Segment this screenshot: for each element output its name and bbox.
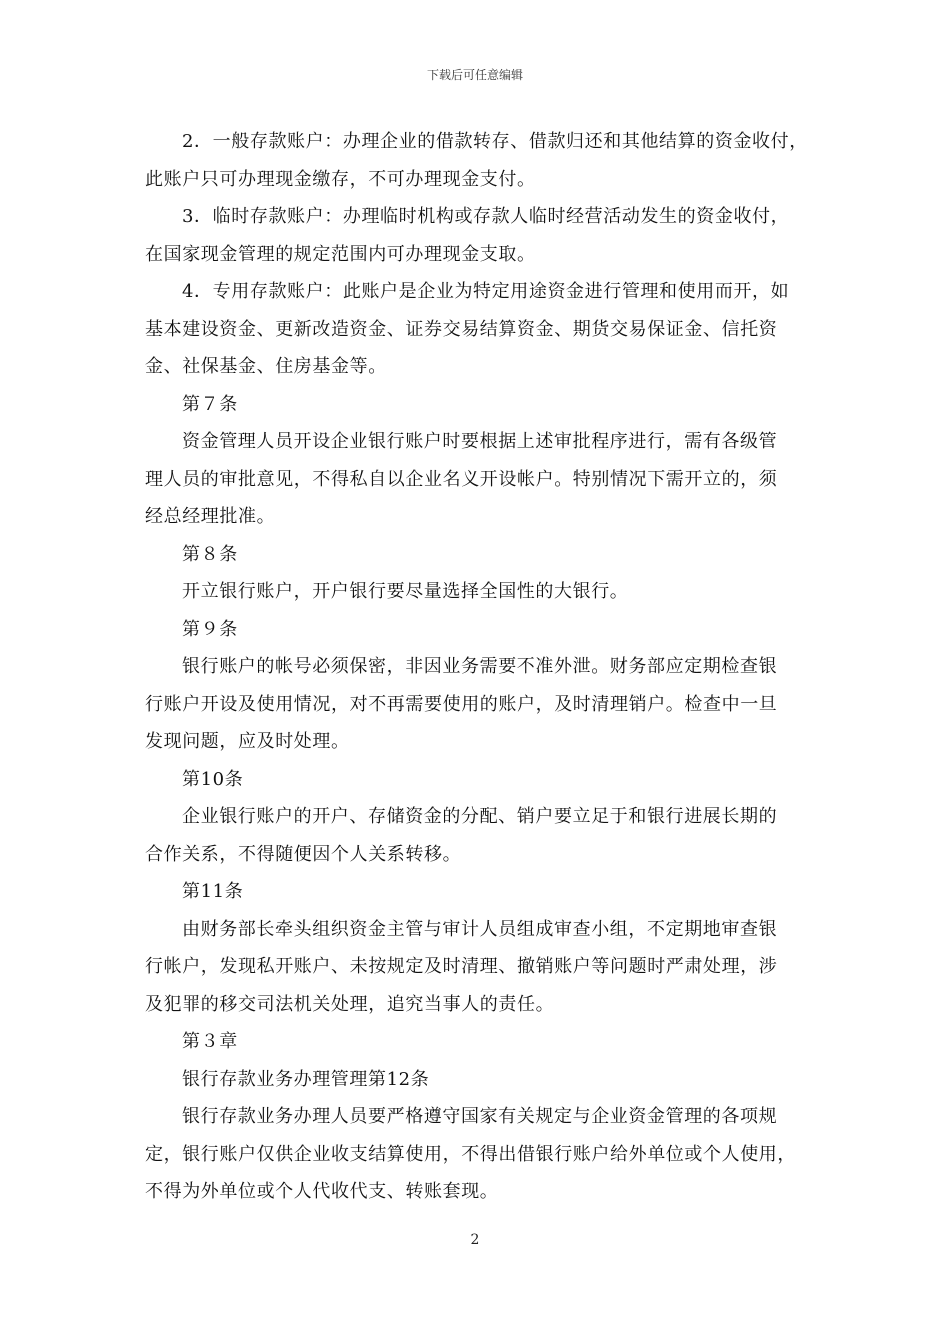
text-line: 第11条: [182, 881, 244, 902]
text-line: 3．临时存款账户：办理临时机构或存款人临时经营活动发生的资金收付，: [182, 206, 790, 227]
text-line: 第９条: [182, 618, 238, 640]
text-line: 开立银行账户，开户银行要尽量选择全国性的大银行。: [182, 581, 629, 602]
text-line: 4．专用存款账户：此账户是企业为特定用途资金进行管理和使用而开，如: [182, 281, 790, 302]
text-line: 第３章: [182, 1031, 238, 1052]
text-line: 及犯罪的移交司法机关处理，追究当事人的责任。: [145, 993, 555, 1015]
text-line: 第８条: [182, 543, 238, 565]
text-line: 发现问题，应及时处理。: [145, 731, 350, 752]
text-line: 行账户开设及使用情况，对不再需要使用的账户，及时清理销户。检查中一旦: [145, 693, 778, 715]
text-line: 此账户只可办理现金缴存，不可办理现金支付。: [145, 168, 536, 190]
text-line: 基本建设资金、更新改造资金、证券交易结算资金、期货交易保证金、信托资: [145, 318, 778, 340]
text-line: 企业银行账户的开户、存储资金的分配、销户要立足于和银行进展长期的: [182, 806, 778, 827]
text-line: 合作关系，不得随便因个人关系转移。: [145, 843, 462, 865]
page-header-note: 下载后可任意编辑: [426, 68, 523, 82]
text-line: 理人员的审批意见，不得私自以企业名义开设帐户。特别情况下需开立的，须: [145, 468, 778, 490]
text-line: 经总经理批准。: [145, 506, 276, 527]
text-line: 由财务部长牵头组织资金主管与审计人员组成审查小组，不定期地审查银: [182, 918, 778, 940]
text-line: 金、社保基金、住房基金等。: [145, 356, 387, 377]
text-line: 第10条: [182, 768, 244, 790]
text-line: 行帐户，发现私开账户、未按规定及时清理、撤销账户等问题时严肃处理，涉: [145, 956, 778, 977]
text-line: 不得为外单位或个人代收代支、转账套现。: [145, 1181, 499, 1202]
text-line: 银行账户的帐号必须保密，非因业务需要不准外泄。财务部应定期检查银: [182, 656, 778, 677]
text-line: 银行存款业务办理管理第12条: [182, 1068, 430, 1090]
text-line: 2．一般存款账户：办理企业的借款转存、借款归还和其他结算的资金收付，: [182, 131, 808, 152]
page-number: 2: [470, 1232, 480, 1248]
text-line: 定，银行账户仅供企业收支结算使用，不得出借银行账户给外单位或个人使用，: [145, 1143, 796, 1165]
text-line: 第７条: [182, 393, 238, 415]
text-line: 银行存款业务办理人员要严格遵守国家有关规定与企业资金管理的各项规: [182, 1106, 778, 1127]
text-line: 在国家现金管理的规定范围内可办理现金支取。: [145, 243, 536, 265]
document-body: [145, 123, 813, 1211]
text-line: 资金管理人员开设企业银行账户时要根据上述审批程序进行，需有各级管: [182, 431, 778, 452]
